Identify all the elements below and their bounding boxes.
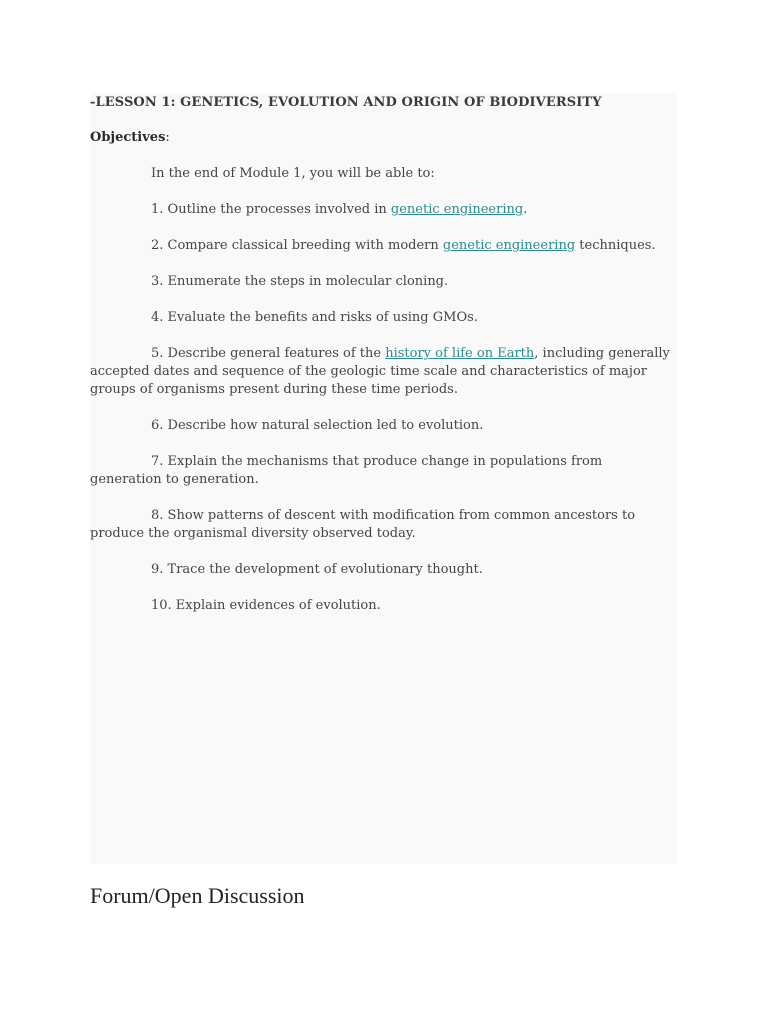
objectives-label: Objectives	[90, 130, 166, 145]
lesson-title: -LESSON 1: GENETICS, EVOLUTION AND ORIGIN OF BIODIVERSITY	[90, 95, 602, 110]
objective-item-9	[90, 561, 672, 579]
genetic-engineering-link[interactable]: genetic engineering	[390, 202, 524, 217]
objectives-intro: In the end of Module 1, you will be able to:	[151, 166, 435, 181]
objectives-heading	[90, 130, 170, 145]
objective-text: 5. Describe general features of the	[151, 346, 386, 361]
objective-text: 1. Outline the processes involved in	[151, 202, 391, 217]
objective-item-2	[90, 237, 672, 255]
objective-item-10	[90, 597, 672, 615]
objective-text: 8. Show patterns of descent with modification from common ancestors to produce the organismal diversity observed today.	[90, 508, 636, 541]
genetic-engineering-link[interactable]: genetic engineering	[442, 238, 576, 253]
objective-text: techniques.	[575, 238, 656, 253]
objective-item-8	[90, 507, 672, 543]
objective-item-4	[90, 309, 672, 327]
objective-item-7	[90, 453, 672, 489]
objectives-colon: :	[165, 130, 170, 145]
objective-item-5	[90, 345, 672, 399]
history-of-life-link[interactable]: history of life on Earth	[385, 346, 535, 361]
objective-item-3	[90, 273, 672, 291]
objective-text: .	[523, 202, 528, 217]
objective-text: , including generally accepted dates and sequence of the geologic time scale and characteristics of major groups of organisms present during these time periods.	[90, 346, 670, 397]
objective-text: 7. Explain the mechanisms that produce change in populations from generation to generation.	[90, 454, 603, 487]
objective-item-1	[90, 201, 672, 219]
objective-text: 2. Compare classical breeding with modern	[151, 238, 443, 253]
objective-text: 9. Trace the development of evolutionary thought.	[151, 562, 483, 577]
objective-item-6	[90, 417, 672, 435]
objective-text: 6. Describe how natural selection led to evolution.	[151, 418, 484, 433]
objective-text: 3. Enumerate the steps in molecular cloning.	[151, 274, 449, 289]
objective-text: 10. Explain evidences of evolution.	[151, 598, 381, 613]
forum-heading: Forum/Open Discussion	[90, 883, 305, 908]
objective-text: 4. Evaluate the benefits and risks of using GMOs.	[151, 310, 478, 325]
